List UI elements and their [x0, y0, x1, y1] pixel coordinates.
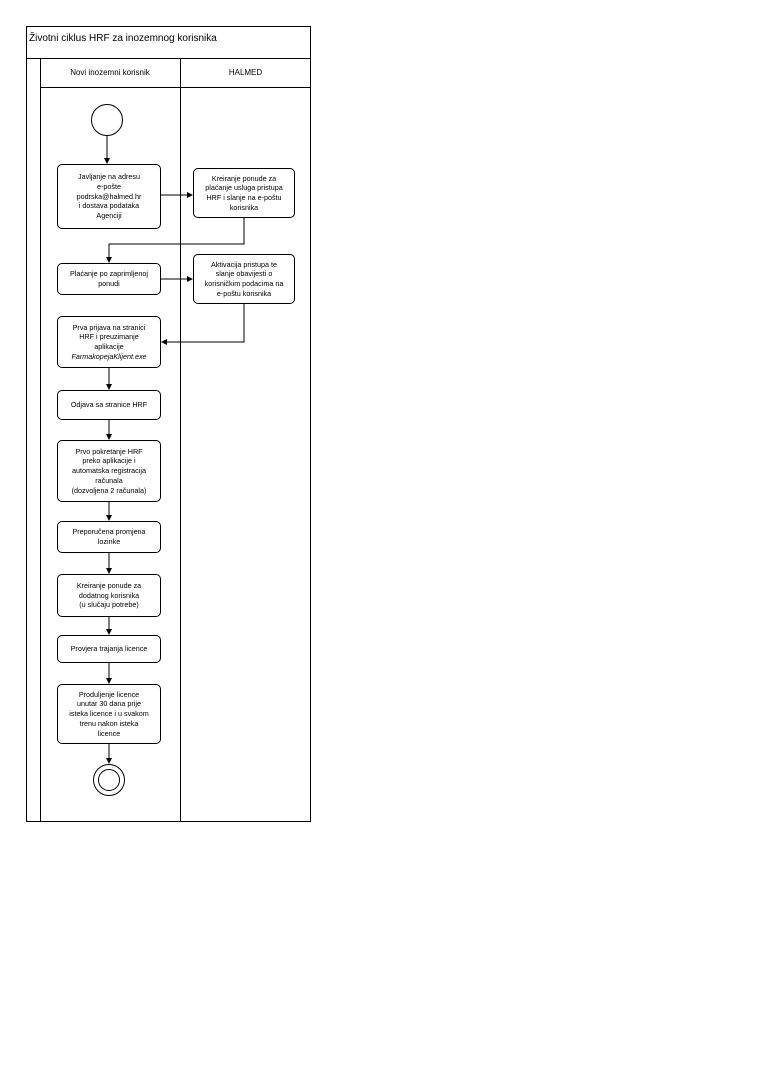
- step-text: Prva prijava na stranici: [72, 322, 146, 332]
- lane-header-halmed: HALMED: [228, 68, 263, 77]
- step-text: računala: [95, 475, 123, 485]
- step-text: Provjera trajanja licence: [70, 644, 148, 654]
- step-text: aplikacije: [94, 342, 124, 351]
- step-payment: [57, 263, 161, 295]
- step-text: (u slučaju potrebe): [79, 600, 139, 610]
- step-first-login: [57, 316, 161, 368]
- step-text: Javljanje na adresu: [78, 172, 140, 182]
- step-text: Plaćanje po zaprimljenoj: [70, 269, 148, 279]
- step-create-offer: [193, 168, 295, 218]
- step-text: e-poštu korisnika: [216, 288, 272, 298]
- end-node-inner: [98, 769, 120, 791]
- step-text: Kreiranje ponude za: [76, 580, 142, 590]
- step-text: e-pošte: [97, 181, 121, 191]
- step-text: HRF i preuzimanje: [79, 332, 139, 342]
- step-text: i dostava podataka: [78, 201, 140, 211]
- step-text: Produljenje licence: [78, 689, 140, 699]
- step-text: slanje obavijesti o: [215, 269, 273, 279]
- step-text: Aktivacija pristupa te: [211, 259, 277, 269]
- step-text: Prvo pokretanje HRF: [75, 446, 143, 456]
- step-text: plaćanje usluga pristupa: [205, 183, 283, 193]
- step-additional-user-offer: [57, 574, 161, 617]
- step-text: isteka licence i u svakom: [69, 709, 149, 719]
- step-text: (dozvoljena 2 računala): [71, 485, 147, 495]
- step-text: lozinke: [97, 537, 121, 546]
- step-text: dodatnog korisnika: [78, 590, 140, 600]
- step-text: korisnika: [229, 202, 259, 212]
- step-text: korisničkim podacima na: [204, 279, 284, 288]
- lane-header-separator: [40, 87, 311, 88]
- step-text: Odjava sa stranice HRF: [70, 400, 148, 410]
- step-text: Kreiranje ponude za: [211, 173, 277, 183]
- step-text: FarmakopejaKlijent.exe: [71, 351, 147, 361]
- step-contact-support: [57, 164, 161, 229]
- lane-header-user: Novi inozemni korisnik: [70, 68, 150, 77]
- step-text: licence: [97, 728, 121, 738]
- step-text: trenu nakon isteka: [79, 718, 139, 728]
- step-text: ponudi: [98, 279, 120, 288]
- step-text: Preporučena promjena: [72, 527, 146, 537]
- step-check-license: [57, 635, 161, 663]
- step-logout: [57, 390, 161, 420]
- step-change-password: [57, 521, 161, 553]
- step-text: podrska@halmed.hr: [76, 191, 142, 201]
- step-activate-access: [193, 254, 295, 304]
- step-extend-license: [57, 684, 161, 744]
- lane-divider: [180, 58, 181, 822]
- step-text: automatska registracija: [72, 466, 146, 476]
- step-text: Agenciji: [96, 211, 122, 221]
- start-node: [91, 104, 123, 136]
- step-text: preko aplikacije i: [82, 456, 136, 466]
- step-text: unutar 30 dana prije: [77, 699, 141, 709]
- pool-label-strip: [40, 58, 41, 822]
- title-separator: [26, 58, 311, 59]
- step-first-launch: [57, 440, 161, 502]
- step-text: HRF i slanje na e-poštu: [206, 193, 282, 202]
- diagram-title: Životni ciklus HRF za inozemnog korisnika: [29, 33, 217, 44]
